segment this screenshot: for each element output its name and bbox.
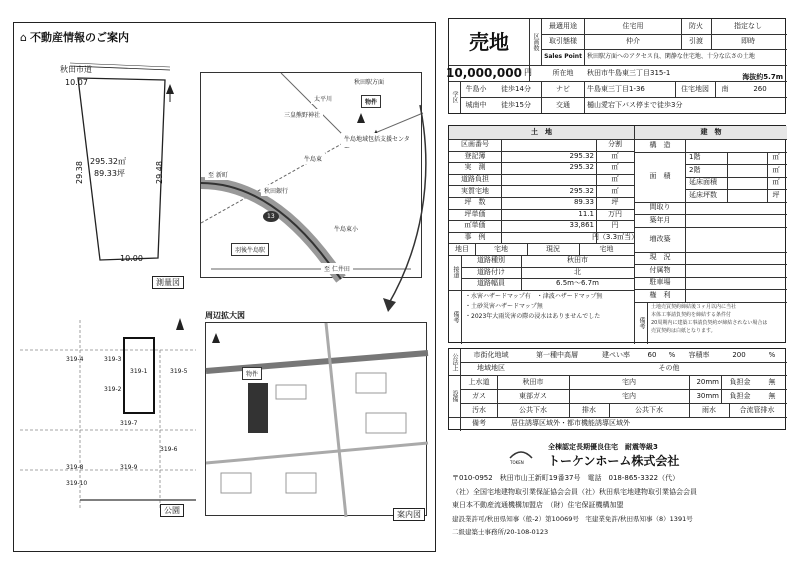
reg-notes-label: 備考 (472, 419, 486, 427)
area-row-unit: 坪 (772, 190, 780, 199)
building-row-label: 築年月 (649, 215, 671, 224)
lot-number-8: 319-8 (66, 464, 84, 471)
company-license-1: 建設業許可/秋田県知事（般-2）第10069号 宅建業免許/秋田県知事（8）1391号 (452, 515, 693, 523)
land-row-unit: 円（3.3㎡当） (591, 233, 639, 242)
land-title: 土 地 (449, 126, 634, 139)
map-label-river: 太平川 (311, 93, 335, 104)
utility-fee: 無 (768, 391, 776, 400)
land-row-value: 295.32 (569, 163, 594, 172)
company-badge: 全棟認定長期優良住宅 耐震等級3 (548, 443, 658, 451)
price-unit: 円 (523, 68, 532, 77)
building-row-label: 現 況 (649, 253, 671, 262)
road-row-label: 道路種別 (477, 256, 505, 265)
drainage-cell: 汚水 (472, 405, 486, 414)
land-row-value: 295.32 (569, 186, 594, 195)
house-icon: ⌂ (20, 30, 27, 44)
road-row-label: 道路幅員 (477, 279, 505, 288)
road-section-label: 接道 (452, 266, 459, 279)
fire-label: 防火 (689, 22, 703, 30)
elementary-school: 牛島小 (465, 84, 487, 93)
utility-size: 30mm (696, 391, 719, 400)
far-value: 200 (732, 351, 746, 359)
chimoku-label: 地目 (455, 244, 469, 253)
delivery-value: 即時 (741, 37, 755, 45)
land-row-value: 11.1 (578, 209, 594, 218)
building-remarks-label: 備考 (638, 316, 645, 329)
building-row-label: 権 利 (649, 290, 671, 299)
building-note: 本体工事請負契約を締結する条件付 (651, 312, 732, 318)
land-row-label: 実 測 (464, 163, 486, 172)
land-remark: ・水害ハザードマップ有 ・津波ハザードマップ無 (465, 292, 603, 300)
area-label: 面 積 (649, 172, 671, 180)
area-row-label: 延床坪数 (689, 190, 717, 199)
usage-label: 最適用途 (549, 22, 577, 30)
company-logo (508, 446, 534, 460)
map-label-akita-station: 秋田駅方面 (351, 76, 387, 87)
drainage-cell: 公共下水 (519, 405, 547, 414)
public-law-label: 公法上 (451, 353, 458, 371)
company-address: 〒010-0952 秋田市山王新町19番37号 電話 018-865-3322（代） (452, 474, 680, 482)
lot-area-tsubo: 89.33坪 (94, 169, 125, 178)
land-row-label: ㎡単価 (464, 221, 486, 230)
land-row-unit: 分割 (608, 140, 622, 149)
lot-number-2: 319-3 (104, 356, 122, 363)
company-association-1: （社）全国宅地建物取引業保証協会会員（社）秋田県宅地建物取引業協会会員 (452, 488, 697, 496)
lot-number-4: 319-1 (130, 368, 148, 375)
land-row-unit: 円 (611, 221, 619, 230)
utility-place: 宅内 (622, 377, 636, 386)
area-row-unit: ㎡ (772, 178, 780, 187)
right-side-length: 29.48 (154, 161, 164, 184)
drainage-cell: 雨水 (702, 405, 716, 414)
area-row-label: 延床面積 (689, 178, 717, 187)
lot-number-9: 319-9 (120, 464, 138, 471)
lot-number-10: 319-10 (66, 480, 88, 487)
transport-label: 交通 (556, 100, 570, 109)
regulations-block (448, 348, 786, 430)
land-row-label: 実質宅地 (461, 186, 489, 195)
address-label: 所在地 (552, 68, 574, 77)
company-name: トーケンホーム株式会社 (548, 454, 680, 468)
reg-notes: 居住誘導区域外・都市機能誘導区域外 (511, 419, 630, 427)
drainage-cell: 排水 (582, 405, 596, 414)
chimoku-registered: 宅地 (494, 244, 508, 253)
land-row-value: 295.32 (569, 151, 594, 160)
summary-block (448, 18, 786, 114)
transaction-value: 仲介 (626, 37, 640, 45)
fire-value: 指定なし (734, 22, 762, 30)
usage-value: 住宅用 (622, 22, 644, 30)
coverage-label: 建ぺい率 (602, 351, 630, 359)
land-row-label: 坪 数 (464, 198, 486, 207)
utility-fee: 無 (768, 377, 776, 386)
north-arrow-icon (357, 113, 365, 123)
map-label-niida: 至 仁井田 (321, 263, 353, 274)
drainage-cell: 公共下水 (635, 405, 663, 414)
building-note: 土地売買契約締結後３ヶ月以内に当社 (651, 304, 737, 310)
park-label: 公園 (160, 504, 184, 517)
north-arrow-icon (166, 84, 174, 94)
company-block (448, 440, 786, 546)
junior-school: 城南中 (465, 100, 487, 109)
altitude: 海抜約5.7m (742, 72, 783, 81)
lot-number-5: 319-5 (170, 368, 188, 375)
utility-fee-label: 負担金 (729, 391, 751, 400)
company-logo-text: TOKEN (510, 460, 524, 465)
left-side-length: 29.38 (74, 161, 84, 184)
company-license-2: 二級建築士事務所/20-108-0123 (452, 528, 549, 536)
lot-area-sqm: 295.32㎡ (90, 157, 126, 166)
far-pct: % (768, 351, 776, 359)
land-remarks-label: 備考 (452, 310, 459, 323)
land-row-label: 登記簿 (464, 151, 486, 160)
chimoku-current: 宅地 (599, 244, 614, 253)
road-row-value: 6.5m〜6.7m (556, 279, 599, 288)
land-row-value (501, 232, 596, 244)
building-row-label: 間取り (649, 203, 671, 212)
district-label: 地域地区 (477, 364, 505, 372)
structure-label: 構 造 (649, 140, 671, 149)
address-value: 秋田市牛島東三丁目315-1 (587, 68, 671, 77)
area-row-label: 1階 (689, 153, 701, 162)
route-number: 13 (263, 211, 279, 222)
property-block (448, 125, 786, 343)
lot-number-6: 319-7 (120, 420, 138, 427)
sales-point-value: 秋田駅方面へのアクセス良、閑静な住宅地、十分な広さの土地 (587, 52, 755, 60)
zone: 第一種中高層 (536, 351, 578, 359)
page-title: 不動産情報のご案内 (29, 31, 129, 44)
land-row-label: 事 例 (464, 233, 486, 242)
land-row-unit: 万円 (608, 209, 622, 218)
equipment-label: 設備 (451, 390, 458, 402)
road-row-value: 秋田市 (567, 256, 588, 265)
land-row-label: 道路負担 (461, 175, 489, 184)
coverage-pct: % (668, 351, 676, 359)
land-remark: ・2023年大雨災害の際の浸水はありませんでした (465, 312, 601, 320)
road-row-label: 道路付け (477, 267, 505, 276)
survey-caption: 測量図 (152, 276, 184, 289)
survey-drawing (20, 58, 190, 288)
road-row-value: 北 (574, 267, 581, 276)
detail-map-caption: 案内図 (393, 508, 425, 521)
map-ref-dir: 南 (721, 84, 729, 93)
utility-provider: 東部ガス (519, 391, 547, 400)
land-row-value (501, 174, 596, 186)
area-row-label: 2階 (689, 165, 701, 174)
transaction-label: 取引態様 (549, 37, 577, 45)
land-row-unit: ㎡ (611, 186, 619, 195)
far-label: 容積率 (688, 351, 710, 359)
land-row-label: 区画番号 (461, 140, 489, 149)
navi-label: ナビ (556, 84, 570, 93)
price-value: 10,000,000 (446, 66, 522, 80)
building-note: 20周期内に建築工事請負契約が締結されない場合は (651, 320, 768, 326)
map-label-support-center: 牛島地域包括支援センター (341, 133, 416, 153)
building-title: 建 物 (635, 126, 787, 139)
map-label-bank: 秋田銀行 (261, 185, 291, 196)
land-row-unit: ㎡ (611, 151, 619, 160)
road-width: 10.07 (65, 78, 88, 87)
sale-type: 売地 (469, 30, 509, 54)
detail-map (205, 322, 427, 516)
delivery-label: 引渡 (689, 37, 703, 45)
map-ref-label: 住宅地図 (681, 84, 709, 93)
land-row-unit: ㎡ (611, 163, 619, 172)
city-plan: 市街化地域 (473, 351, 509, 359)
land-row-unit: ㎡ (611, 175, 619, 184)
lot-number-1: 319-4 (66, 356, 84, 363)
utility-place: 宅内 (622, 391, 636, 400)
map-label-shinmachi: 至 新町 (205, 169, 231, 180)
bukken-label: 物件 (242, 367, 262, 380)
side-label: 区画数 (532, 33, 539, 51)
school-label: 学区 (451, 91, 458, 103)
junior-walk: 徒歩15分 (501, 100, 531, 109)
lot-number-3: 319-2 (104, 386, 122, 393)
sales-point-label: Sales Point (544, 52, 582, 60)
utility-label: ガス (472, 391, 486, 400)
price (446, 65, 532, 81)
map-label-station: 羽後牛島駅 (231, 243, 269, 256)
other-label: その他 (658, 364, 680, 372)
area-row-unit: ㎡ (772, 153, 780, 162)
map-label-ushijima-east: 牛島東 (301, 153, 325, 164)
building-note: 売買契約は白紙となります。 (651, 328, 716, 334)
utility-size: 20mm (696, 377, 719, 386)
detail-map-svg (206, 323, 428, 517)
lot-plan-svg (20, 320, 196, 510)
drainage-cell: 合流管排水 (739, 405, 775, 414)
utility-provider: 秋田市 (522, 377, 544, 386)
lot-plan (20, 320, 196, 515)
map-label-shrine: 三皇熊野神社 (281, 109, 323, 120)
header (20, 28, 320, 46)
coverage-value: 60 (647, 351, 657, 359)
genkyo-label: 現況 (546, 244, 560, 253)
pointer-arrow (380, 100, 440, 320)
land-remark: ・土砂災害ハザードマップ無 (465, 302, 543, 310)
building-row-label: 駐車場 (649, 278, 671, 287)
land-row-unit: 坪 (611, 198, 619, 207)
building-row-label: 増改築 (649, 234, 671, 243)
land-row-value: 33,861 (569, 221, 594, 230)
bottom-side-length: 10.00 (120, 254, 143, 263)
map-label-bukken: 物件 (361, 95, 381, 108)
land-row-label: 坪単価 (464, 209, 486, 218)
navi-value: 牛島東三丁目1-36 (587, 84, 645, 93)
map-label-school: 牛島東小 (331, 223, 361, 234)
lot-number-7: 319-6 (160, 446, 178, 453)
building-row-label: 付属物 (649, 265, 671, 274)
land-row-value (501, 139, 596, 151)
map-ref-page: 260 (753, 84, 767, 93)
land-row-value: 89.33 (573, 198, 594, 207)
utility-label: 上水道 (468, 377, 490, 386)
area-row-unit: ㎡ (772, 165, 780, 174)
road-name: 秋田市道 (60, 65, 92, 74)
elementary-walk: 徒歩14分 (501, 84, 531, 93)
utility-fee-label: 負担金 (729, 377, 751, 386)
transport-value: 樋山愛宕下バス停まで徒歩3分 (587, 100, 683, 109)
detail-map-title: 周辺拡大図 (205, 311, 245, 320)
company-association-2: 東日本不動産流通機構加盟店 （財）住宅保証機構加盟 (452, 501, 624, 509)
